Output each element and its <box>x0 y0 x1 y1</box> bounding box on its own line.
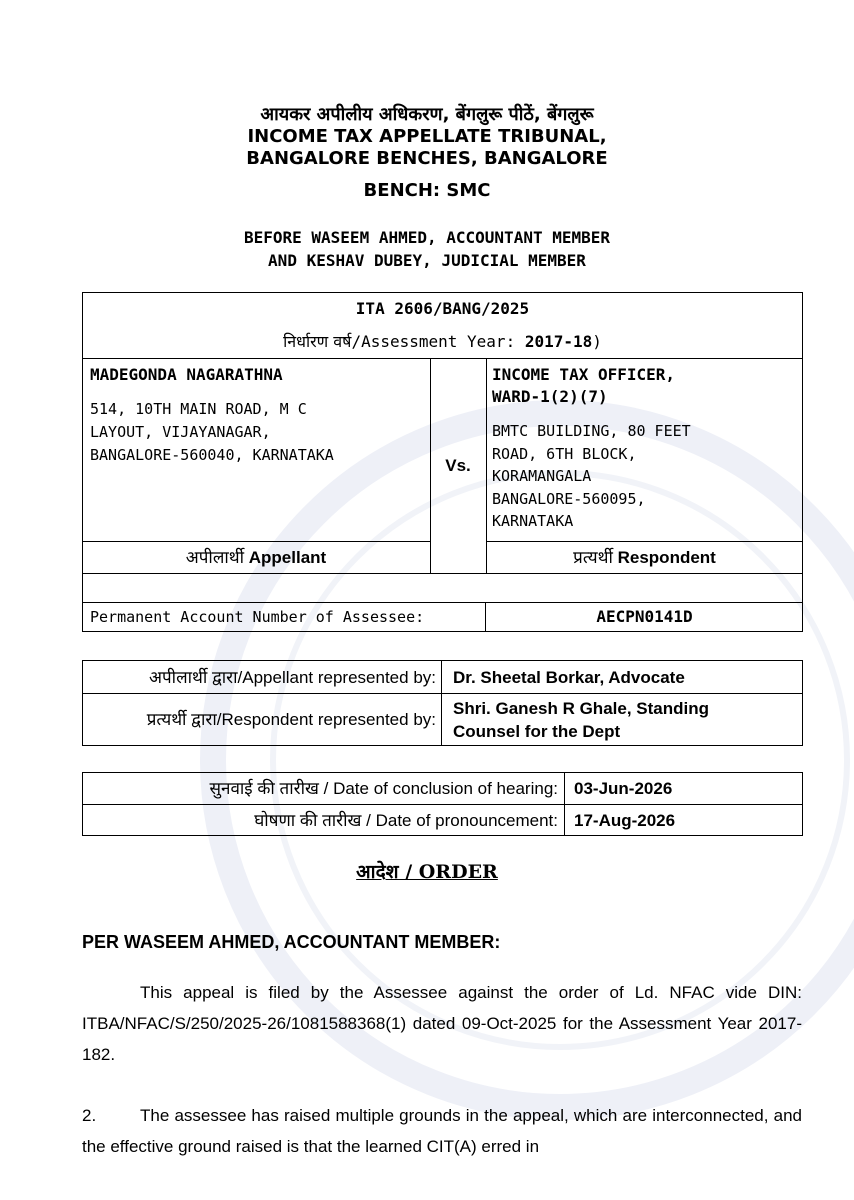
respondent-address-line-4: BANGALORE-560095, <box>492 489 646 508</box>
hearing-date-value: 03-Jun-2026 <box>574 779 673 798</box>
paragraph-2: The assessee has raised multiple grounds in the appeal, which are interconnected, and the effective ground raised is that the learned CIT(A) erred in <box>82 1106 802 1156</box>
appellant-represented-by-text: /Appellant represented by: <box>237 668 436 687</box>
pronouncement-date-hindi: घोषणा की तारीख <box>254 811 362 830</box>
order-heading-wrap <box>0 858 854 884</box>
respondent-caption <box>486 546 803 570</box>
ita-number: ITA 2606/BANG/2025 <box>355 299 530 318</box>
respondent-representative-line-1: Shri. Ganesh R Ghale, Standing <box>453 699 709 718</box>
respondent-representative <box>453 697 709 743</box>
appellant-address-line-2: LAYOUT, VIJAYANAGAR, <box>90 423 271 441</box>
assessment-year-value: 2017-18 <box>524 332 593 351</box>
hearing-date-text: / Date of conclusion of hearing: <box>318 779 558 798</box>
pronouncement-date-value: 17-Aug-2026 <box>574 811 676 830</box>
appellant-address <box>90 398 334 467</box>
paragraph-2-number: 2. <box>82 1106 97 1125</box>
respondent-address-line-1: BMTC BUILDING, 80 FEET <box>492 422 691 440</box>
bench: BENCH: SMC <box>363 180 491 201</box>
appellant-caption <box>82 546 430 570</box>
assessment-year-line <box>82 330 803 354</box>
versus: Vs. <box>445 456 471 475</box>
order-heading: आदेश / ORDER <box>356 861 498 883</box>
appellant-caption-hindi: अपीलार्थी <box>185 548 249 567</box>
assessment-year-close: ) <box>592 332 602 351</box>
pronouncement-date-label <box>82 809 558 833</box>
appellant-represented-by-label <box>82 666 436 690</box>
pan-label <box>90 606 424 628</box>
per-member-heading: PER WASEEM AHMED, ACCOUNTANT MEMBER: <box>82 932 501 952</box>
appellant-name: MADEGONDA NAGARATHNA <box>90 365 283 384</box>
respondent-represented-by-hindi: प्रत्यर्थी द्वारा <box>146 710 217 729</box>
respondent-name-line-2: WARD-1(2)(7) <box>492 387 608 406</box>
title-line-1: INCOME TAX APPELLATE TRIBUNAL, <box>247 126 607 147</box>
respondent-name-line-1: INCOME TAX OFFICER, <box>492 365 676 384</box>
respondent-represented-by-text: /Respondent represented by: <box>216 710 436 729</box>
before-line-2: AND KESHAV DUBEY, JUDICIAL MEMBER <box>268 251 586 270</box>
hearing-date-label <box>82 777 558 801</box>
before-line-1: BEFORE WASEEM AHMED, ACCOUNTANT MEMBER <box>243 228 611 247</box>
respondent-name <box>492 364 675 408</box>
hearing-date-hindi: सुनवाई की तारीख <box>209 779 319 798</box>
appellant-represented-by-hindi: अपीलार्थी द्वारा <box>149 668 238 687</box>
appellant-address-line-3: BANGALORE-560040, KARNATAKA <box>90 446 334 464</box>
appellant-address-line-1: 514, 10TH MAIN ROAD, M C <box>90 400 307 418</box>
respondent-representative-line-2: Counsel for the Dept <box>453 722 621 741</box>
respondent-caption-label: Respondent <box>617 548 716 567</box>
respondent-address-line-2: ROAD, 6TH BLOCK, <box>492 444 637 463</box>
pan-value: AECPN0141D <box>596 607 693 626</box>
title-line-2: BANGALORE BENCHES, BANGALORE <box>246 148 608 169</box>
respondent-represented-by-label <box>82 708 436 732</box>
pan-label-text: Permanent Account Number of Assessee: <box>90 608 425 626</box>
assessment-year-hindi: निर्धारण वर्ष <box>283 332 352 351</box>
paragraph-1: This appeal is filed by the Assessee against the order of Ld. NFAC vide DIN: ITBA/NFAC/S/250/2025-26/1081588368(1) dated 09-Oct-2025 for the Assessment Year 2017-182. <box>82 983 802 1064</box>
respondent-address-line-3: KORAMANGALA <box>492 467 592 485</box>
appellant-representative: Dr. Sheetal Borkar, Advocate <box>453 668 685 687</box>
respondent-caption-hindi: प्रत्यर्थी <box>573 548 618 567</box>
hindi-title: आयकर अपीलीय अधिकरण, बेंगलुरू पीठें, बेंगलुरू <box>260 104 594 125</box>
pronouncement-date-text: / Date of pronouncement: <box>361 811 558 830</box>
respondent-address <box>492 420 691 533</box>
assessment-year-label: /Assessment Year: <box>351 332 525 351</box>
appellant-caption-label: Appellant <box>248 548 327 567</box>
respondent-address-line-5: KARNATAKA <box>492 512 574 530</box>
